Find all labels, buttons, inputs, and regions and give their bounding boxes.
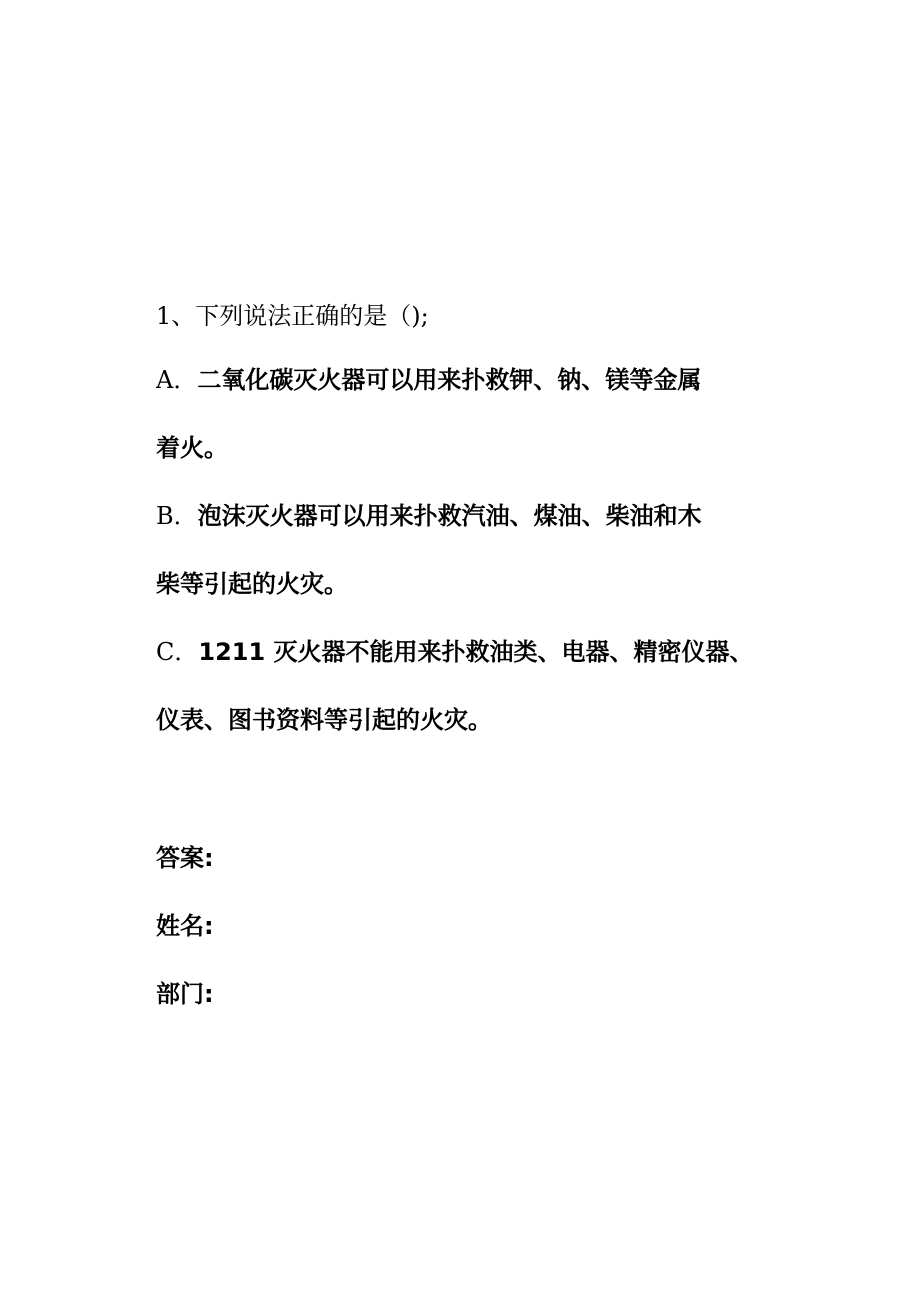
option-a-line-1: [156, 364, 701, 396]
option-b-prefix: B．: [156, 502, 198, 530]
option-c-line-2: 仪表、图书资料等引起的火灾。: [156, 706, 492, 734]
question-text: 1、下列说法正确的是（);: [156, 302, 429, 330]
option-c-text: 1211 灭火器不能用来扑救油类、电器、精密仪器、: [198, 638, 754, 666]
option-b-text: 泡沫灭火器可以用来扑救汽油、煤油、柴油和木: [197, 502, 702, 530]
option-c-prefix: C．: [156, 638, 199, 666]
department-label: 部门:: [156, 980, 214, 1008]
option-a-prefix: A．: [156, 366, 198, 394]
option-b-line-1: [156, 500, 702, 532]
option-a-text: 二氧化碳灭火器可以用来扑救钾、钠、镁等金属: [197, 366, 702, 394]
name-label: 姓名:: [156, 912, 214, 940]
option-c-line-1: [156, 636, 754, 668]
option-b-line-2: 柴等引起的火灾。: [156, 570, 348, 598]
answer-label: 答案:: [156, 844, 214, 872]
option-a-line-2: 着火。: [156, 434, 228, 462]
